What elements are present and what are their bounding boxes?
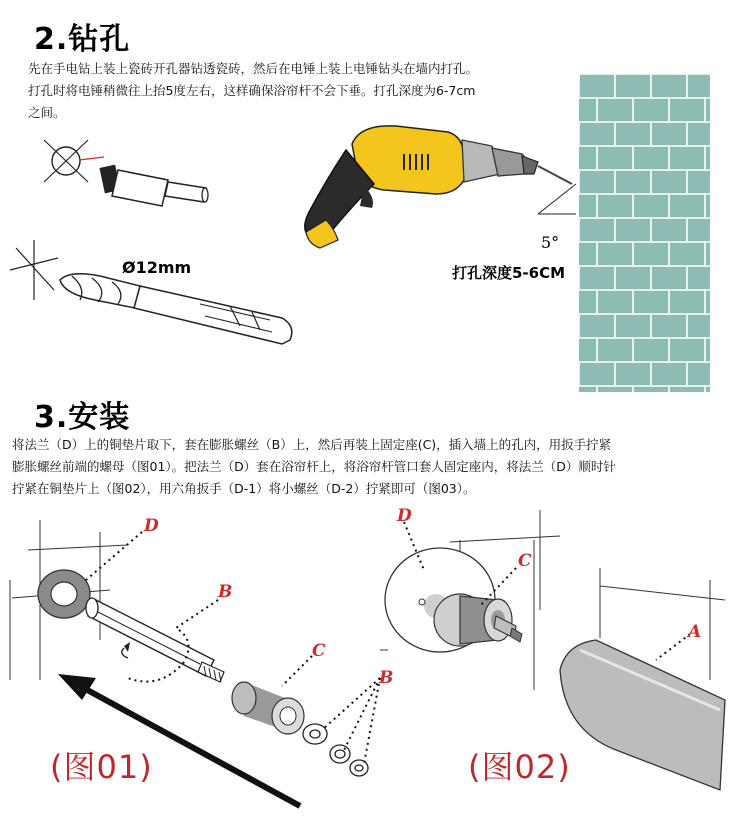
tiled-wall-illustration [579,74,710,392]
hammer-bit-mark-icon [10,240,58,300]
diameter-label: Ø12mm [122,258,192,277]
depth-label: 打孔深度5-6CM [452,264,566,282]
section3-line-1: 将法兰（D）上的铜垫片取下，套在膨胀螺丝（B）上，然后再装上固定座(C)，插入墙上的孔内，用扳手拧紧 [12,437,612,452]
fig1-letter-b2: B [379,668,394,688]
fixing-seat-part [232,682,304,734]
figure-01-caption: (图01) [50,748,153,786]
center-mark-icon [44,140,104,182]
section2-title: 2.钻孔 [34,22,131,57]
section3-title: 3.安装 [34,400,131,435]
fig1-letter-d: D [144,516,159,536]
fig2-letter-d: D [397,506,412,526]
tile-hole-cutter [99,165,208,206]
fig1-letter-c: C [312,641,326,661]
angle-label: 5° [541,233,560,252]
hammer-drill-bit [60,274,292,344]
section2-line-1: 先在手电钻上装上瓷砖开孔器钻透瓷砖，然后在电锤上装上电锤钻头在墙内打孔。 [28,61,479,76]
section3-line-2: 膨胀螺丝前端的螺母（图01）。把法兰（D）套在浴帘杆上，将浴帘杆管口套人固定座内，将法兰（D）顺时针 [12,459,616,474]
shower-rod-part [560,568,725,790]
drill-icon [305,126,576,248]
fig1-letter-b: B [218,582,233,602]
drill-bits-illustration [0,130,320,360]
fig2-letter-a: A [688,622,702,642]
section2-line-2: 打孔时将电锤稍微往上抬5度左右，这样确保浴帘杆不会下垂。打孔深度为6-7cm [28,83,476,98]
section2-line-3: 之间。 [28,105,66,120]
small-washers-part [303,724,368,776]
electric-drill-illustration [286,110,576,260]
fig2-letter-c: C [518,551,532,571]
flange-washer-part [38,570,90,618]
figure-02-caption: (图02) [468,748,571,786]
mounted-fixing-seat-part [434,594,522,646]
section3-line-3: 拧紧在铜垫片上（图02），用六角扳手（D-1）将小螺丝（D-2）拧紧即可（图03）。 [12,481,476,496]
